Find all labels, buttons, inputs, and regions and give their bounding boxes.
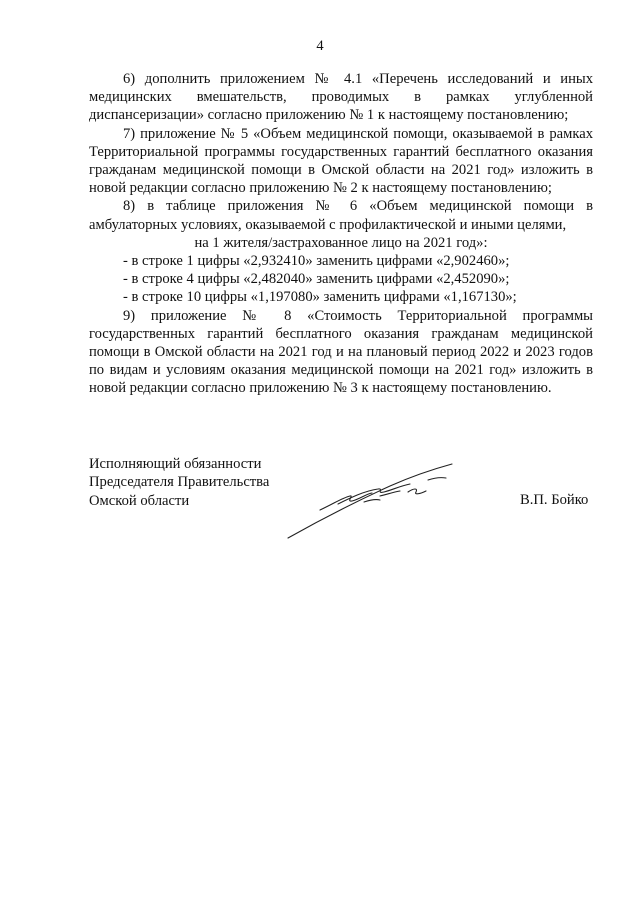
signatory-title-line: Председателя Правительства [89,474,270,491]
document-body [89,70,593,398]
replacement-row-4: - в строке 4 цифры «2,482040» заменить цифрами «2,452090»; [123,271,510,288]
signatory-title-line: Омской области [89,492,190,509]
paragraph-item-7: 7) приложение № 5 «Объем медицинской помощи, оказываемой в рамках Территориальной программы государственных гарантий бесплатного оказания гражданам медицинской помощи в Омской области на 2021 год» изложить в новой редакции согласно приложению № 2 к настоящему постановлению; [89,125,593,197]
signatory-name: В.П. Бойко [520,492,589,508]
paragraph-item-6: 6) дополнить приложением № 4.1 «Перечень исследований и иных медицинских вмешательств, проводимых в рамках углубленной диспансеризации» согласно приложению № 1 к настоящему постановлению; [89,71,593,124]
paragraph-item-9: 9) приложение № 8 «Стоимость Территориальной программы государственных гарантий бесплатного оказания гражданам медицинской помощи в Омской области на 2021 год и на плановый период 2022 и 2023 годов по видам и условиям оказания медицинской помощи на 2021 год» изложить в новой редакции согласно приложению № 3 к настоящему постановлению. [89,307,593,397]
signatory-title-line: Исполняющий обязанности [89,456,262,472]
page-number: 4 [316,38,324,54]
paragraph-item-8-continuation: на 1 жителя/застрахованное лицо на 2021 год»: [194,234,488,251]
signatory-title [89,455,269,510]
replacement-row-1: - в строке 1 цифры «2,932410» заменить цифрами «2,902460»; [123,253,510,270]
handwritten-signature-icon [280,458,460,543]
replacement-row-10: - в строке 10 цифры «1,197080» заменить цифрами «1,167130»; [123,289,517,306]
paragraph-item-8: 8) в таблице приложения № 6 «Объем медицинской помощи в амбулаторных условиях, оказываемой с профилактической и иными целями, [89,198,593,233]
